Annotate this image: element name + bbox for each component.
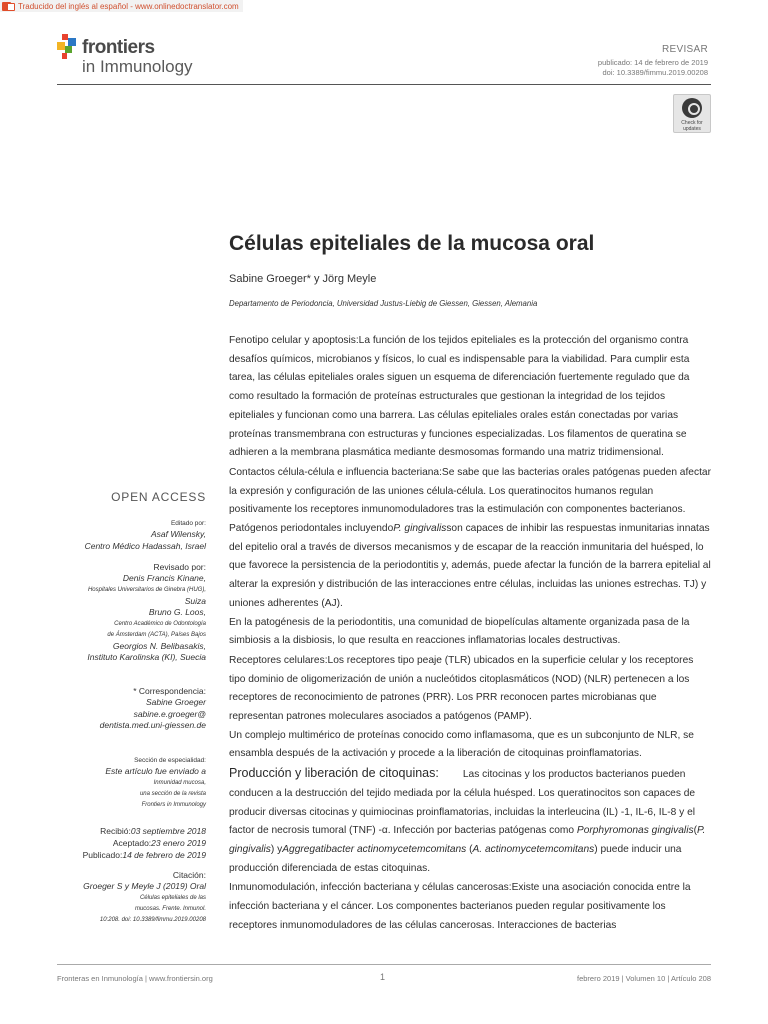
paragraph-cytokines: Producción y liberación de citoquinas: Las citocinas y los productos bacterianos pueden conducen a la destrucción del tejido mediada por la célula huésped. Los queratinocitos son capaces de producir diversas citocinas y quimiocinas proinflamatorias, incluidas la interleucina (IL) -1, IL-6, IL-8 y el factor de necrosis tumoral (TNF) -α. Infección por bacterias patógenas como Porphyromonas gingivalis(P. gingivalis) yAggregatibacter actinomycetemcomitans (A. actinomycetemcomitans) puede inducir una producción diferenciada de estas citoquinas. [229,766,706,874]
open-access-label: OPEN ACCESS [111,490,206,504]
check-for-updates-icon [682,98,702,118]
check-for-updates-button[interactable] [673,94,711,133]
footer-issue-info: febrero 2019 | Volumen 10 | Artículo 208 [577,974,711,983]
paragraph-inflammasome: Un complejo multimérico de proteínas conocido como inflamasoma, que es un subconjunto de NLR, se ensambla después de la activación y procede a la liberación de citoquinas proinflamatorias. [229,729,694,760]
sidebar-reviewers: Revisado por: Denis Francis Kinane, Hospitales Universitarios de Ginebra (HUG), Suiza Bruno G. Loos, Centro Académico de Odontología de Ámsterdam (ACTA), Países Bajos Georgios N. Belibasakis, Instituto Karolinska (KI), Suecia [87,562,206,662]
sidebar-citation: Citación: Groeger S y Meyle J (2019) Oral Células epiteliales de las mucosas. Frente. Inmunol. 10:208. doi: 10.3389/fimmu.2019.00208 [83,870,206,923]
article-title: Células epiteliales de la mucosa oral [229,232,595,255]
article-authors: Sabine Groeger* y Jörg Meyle [229,273,377,285]
publication-date: publicado: 14 de febrero de 2019 [597,58,708,67]
article-type: REVISAR [661,44,708,55]
paragraph-immunomodulation: Inmunomodulación, infección bacteriana y células cancerosas:Existe una asociación conocida entre la infección bacteriana y el cáncer. Los componentes bacterianos pueden regular positivamente los receptores inmunomoduladores de las células cancerosas. Interacciones de bacterias [229,882,691,931]
article-meta-header [598,44,708,78]
paragraph-pathogenesis: En la patogénesis de la periodontitis, una comunidad de biopelículas altamente organizada pasa de la simbiosis a la disbiosis, lo que resulta en reacciones inflamatorias locales destructivas. [229,616,690,647]
logo-journal: in Immunology [82,57,193,76]
check-for-updates-label: Check for updates [681,120,703,132]
article-affiliation: Departamento de Periodoncia, Universidad Justus-Liebig de Giessen, Giessen, Alemania [229,299,538,308]
page-number: 1 [380,972,386,982]
paragraph-receptors: Receptores celulares:Los receptores tipo peaje (TLR) ubicados en la superficie celular y los receptores tipo dominio de oligomerización de unión a nucleótidos citoplasmáticos (NOD) (NLR) pertenecen a los receptores de reconocimiento de patrones (PRR). Los PRR reconocen partes microbianas que representan patrones moleculares asociados a patógenos (PAMP). [229,654,694,723]
doi[interactable]: doi: 10.3389/fimmu.2019.00208 [602,68,708,77]
paragraph-phenotype: Fenotipo celular y apoptosis:La función de los tejidos epiteliales es la protección del organismo contra desafíos químicos, microbianos y físicos, lo cual es indispensable para la viabilidad. Para cumplir esta tarea, las células epiteliales orales siguen un esquema de diferenciación fuertemente regulado que da como resultado la formación de proteínas estructurales que gestionan la integridad de los tejidos epiteliales y funcionan como una barrera. Las células epiteliales orales están conectadas por varias proteínas transmembrana con estructuras y funciones especializadas. Los filamentos de queratina se adhieren a la membrana plasmática mediante desmosomas formando una matriz tridimensional. [229,335,690,459]
sidebar-section: Sección de especialidad: Este artículo fue enviado a Inmunidad mucosa, una sección de la revista Frontiers in Immunology [105,757,206,808]
sidebar-dates: Recibió:03 septiembre 2018 Aceptado:23 enero 2019 Publicado:14 de febrero de 2019 [82,826,206,860]
sidebar-editors: Editado por: Asaf Wilensky, Centro Médico Hadassah, Israel [84,520,206,551]
footer-journal-link[interactable]: Fronteras en Inmunología | www.frontiersin.org [57,974,213,983]
header-divider [57,84,711,85]
translator-link[interactable]: Traducido del inglés al español - www.onlinedoctranslator.com [18,1,239,11]
translator-icon [2,1,16,12]
sidebar-correspondence: * Correspondencia: Sabine Groeger sabine.e.groeger@ dentista.med.uni-giessen.de [99,686,206,730]
article-body [229,332,711,936]
footer-divider [57,964,711,965]
correspondence-email[interactable]: sabine.e.groeger@ [133,708,206,719]
paragraph-cell-contacts: Contactos célula-célula e influencia bacteriana:Se sabe que las bacterias orales patógenas pueden afectar la expresión y configuración de las uniones célula-célula. Los queratinocitos humanos regulan positivamente los receptores inmunomoduladores tras la estimulación con componentes bacterianos. Patógenos periodontales incluyendoP. gingivalisson capaces de inhibir las respuestas inmunitarias innatas del epitelio oral a través de diversos mecanismos y de escapar de la reacción inmunitaria del huésped, lo que favorece la persistencia de la periodontitis y, además, puede afectar la función de la barrera epitelial al alterar la expresión y distribución de las interacciones entre células, incluidas las uniones estrechas. TJ) y uniones adherentes (AJ). [229,466,711,609]
translator-banner[interactable] [0,0,243,12]
logo-brand: frontiers [82,37,155,58]
section-heading-cytokines: Producción y liberación de citoquinas: [229,766,439,781]
frontiers-logo-icon [57,34,81,60]
